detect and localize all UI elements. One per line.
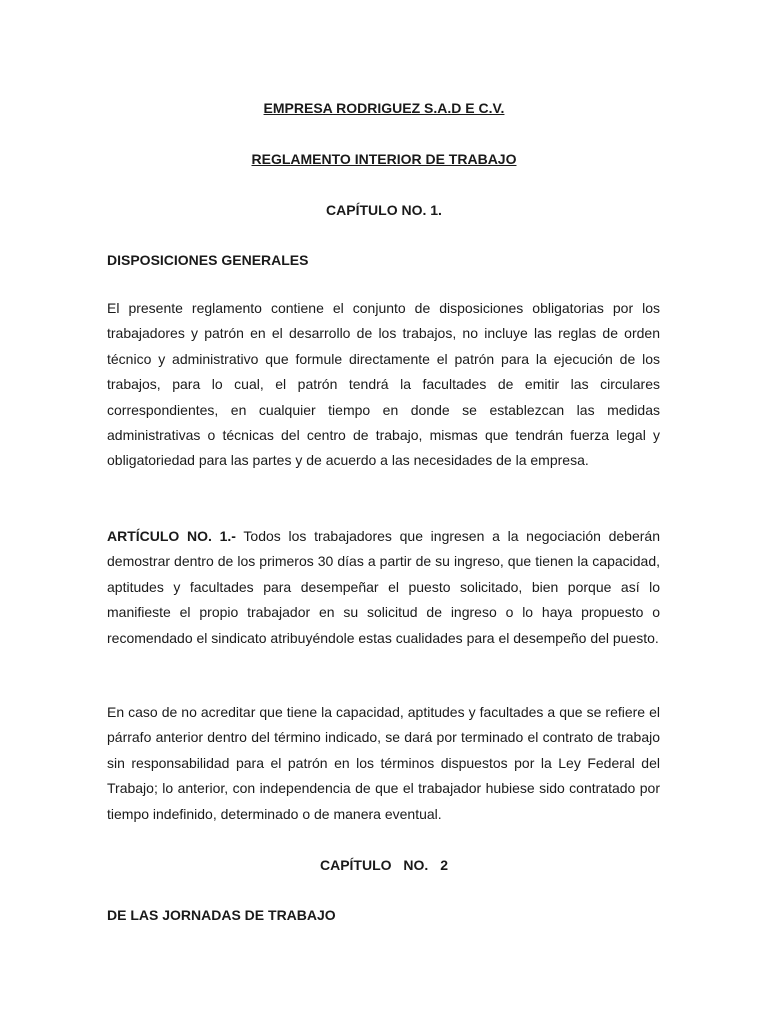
section-2-title: DE LAS JORNADAS DE TRABAJO — [107, 907, 336, 923]
regulation-title: REGLAMENTO INTERIOR DE TRABAJO — [251, 151, 517, 167]
non-accreditation-paragraph: En caso de no acreditar que tiene la capacidad, aptitudes y facultades a que se refiere el párrafo anterior dentro del término indicado, se dará por terminado el contrato de trabajo sin responsabilidad para el patrón en los términos dispuestos por la Ley Federal del Trabajo; lo anterior, con independencia de que el trabajador hubiese sido contratado por tiempo indefinido, determinado o de manera eventual. — [107, 704, 660, 822]
chapter-1-title: CAPÍTULO NO. 1. — [326, 202, 442, 218]
section-1-title: DISPOSICIONES GENERALES — [107, 252, 309, 268]
company-title: EMPRESA RODRIGUEZ S.A.D E C.V. — [263, 100, 505, 116]
article-1-label: ARTÍCULO NO. 1.- — [107, 528, 236, 544]
article-1-text: Todos los trabajadores que ingresen a la negociación deberán demostrar dentro de los primeros 30 días a partir de su ingreso, que tienen la capacidad, aptitudes y facultades para desempeñar el puesto solicitado, bien porque así lo manifieste el propio trabajador en su solicitud de ingreso o lo haya propuesto o recomendado el sindicato atribuyéndole estas cualidades para el desempeño del puesto. — [107, 528, 660, 646]
general-provisions-paragraph: El presente reglamento contiene el conjunto de disposiciones obligatorias por los trabajadores y patrón en el desarrollo de los trabajos, no incluye las reglas de orden técnico y administrativo que formule directamente el patrón para la ejecución de los trabajos, para lo cual, el patrón tendrá la facultades de emitir las circulares correspondientes, en cualquier tiempo en donde se establezcan las medidas administrativas o técnicas del centro de trabajo, mismas que tendrán fuerza legal y obligatoriedad para las partes y de acuerdo a las necesidades de la empresa. — [107, 300, 660, 469]
chapter-2-title: CAPÍTULO NO. 2 — [319, 857, 448, 873]
article-1-paragraph — [107, 524, 660, 651]
